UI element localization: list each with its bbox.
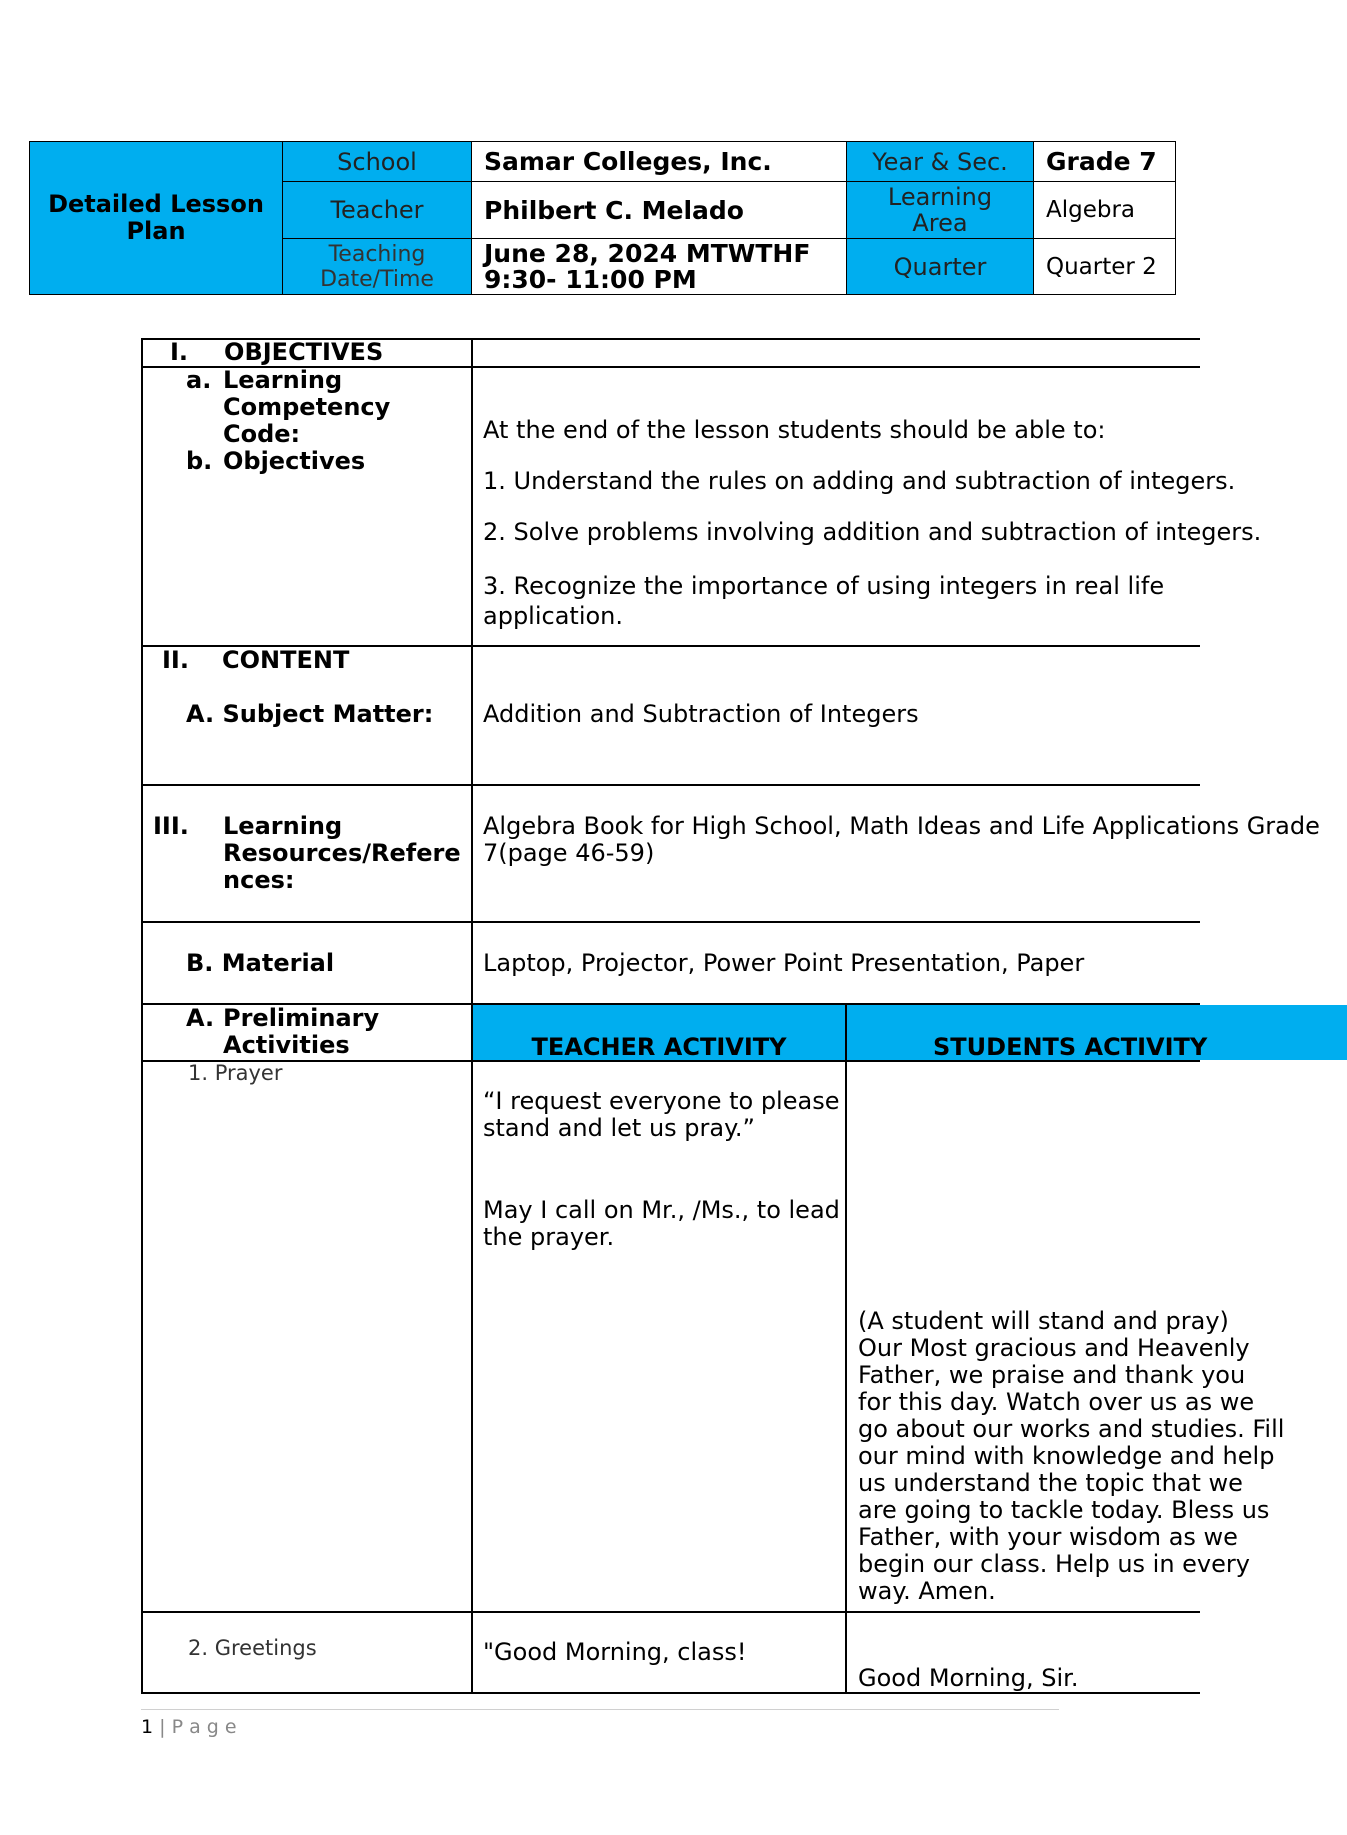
resources-label: III. Learning Resources/Refere nces: [153, 812, 461, 894]
footer-rule [141, 1709, 1059, 1710]
objectives-heading: I. OBJECTIVES [170, 338, 384, 366]
row-line-7 [141, 1611, 1200, 1613]
quarter-label: Quarter [847, 239, 1034, 295]
objective-3: 3. Recognize the importance of using integers in real life application. [483, 572, 1165, 630]
greetings-label: 2. Greetings [188, 1636, 317, 1660]
competency-code-label: a. Learning Competency Code: b. Objectives [186, 366, 391, 475]
objective-1: 1. Understand the rules on adding and subtraction of integers. [483, 467, 1236, 495]
year-sec-label: Year & Sec. [847, 142, 1034, 182]
resources-value: Algebra Book for High School, Math Ideas and Life Applications Grade 7(page 46-59) [483, 812, 1320, 867]
preliminary-activities-label: A. Preliminary Activities [186, 1004, 380, 1059]
quarter-value: Quarter 2 [1034, 239, 1176, 295]
prayer-label: 1. Prayer [188, 1061, 283, 1085]
subject-matter-label: A. Subject Matter: [186, 700, 434, 728]
material-value: Laptop, Projector, Power Point Presentation, Paper [483, 949, 1085, 977]
border-left [141, 338, 143, 1694]
teacher-activity-header: TEACHER ACTIVITY [473, 1005, 845, 1060]
border-col2 [845, 1004, 847, 1694]
objectives-intro: At the end of the lesson students should be able to: [483, 416, 1106, 444]
material-label: B. Material [186, 949, 335, 977]
subject-matter-value: Addition and Subtraction of Integers [483, 700, 919, 728]
prayer-teacher-call: May I call on Mr., /Ms., to lead the prayer. [483, 1196, 840, 1251]
school-label: School [283, 142, 472, 182]
teacher-label: Teacher [283, 182, 472, 239]
prayer-teacher-request: “I request everyone to please stand and let us pray.” [483, 1087, 840, 1142]
objective-2: 2. Solve problems involving addition and subtraction of integers. [483, 518, 1262, 546]
teaching-date-label: Teaching Date/Time [283, 239, 472, 295]
greetings-teacher: "Good Morning, class! [483, 1638, 747, 1666]
year-sec-value: Grade 7 [1034, 142, 1176, 182]
page-footer [141, 1716, 237, 1738]
content-heading: II. CONTENT [162, 646, 350, 674]
page-label: | P a g e [159, 1716, 237, 1738]
row-line-4 [141, 921, 1200, 923]
greetings-student: Good Morning, Sir. [858, 1664, 1079, 1692]
school-value: Samar Colleges, Inc. [472, 142, 847, 182]
teacher-value: Philbert C. Melado [472, 182, 847, 239]
row-line-3 [141, 784, 1200, 786]
lesson-plan-title: Detailed Lesson Plan [30, 142, 283, 295]
page-number: 1 [141, 1716, 154, 1738]
teaching-date-value: June 28, 2024 MTWTHF 9:30- 11:00 PM [472, 239, 847, 295]
learning-area-label: Learning Area [847, 182, 1034, 239]
row-line-bottom [141, 1692, 1200, 1694]
learning-area-value: Algebra [1034, 182, 1176, 239]
prayer-student-response: (A student will stand and pray) Our Most gracious and Heavenly Father, we praise and thank you for this day. Watch over us as we go about our works and studies. Fill our mind with knowledge and help us understand the topic that we are going to tackle today. Bless us Father, with your wisdom as we begin our class. Help us in every way. Amen. [858, 1307, 1285, 1605]
students-activity-header: STUDENTS ACTIVITY [847, 1005, 1347, 1060]
